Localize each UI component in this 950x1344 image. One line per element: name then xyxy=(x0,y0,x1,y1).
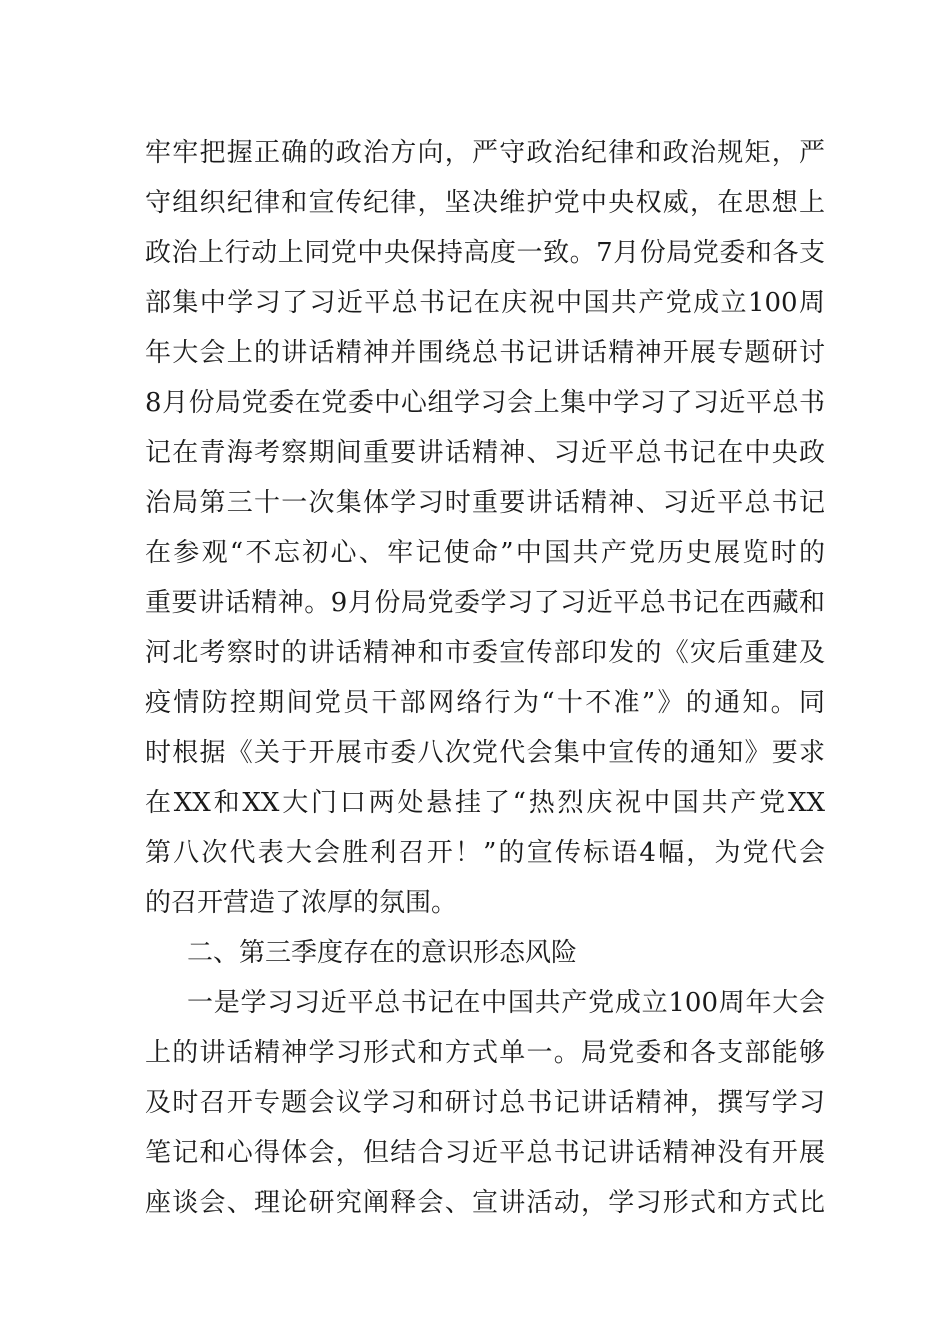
paragraph-line: 8月份局党委在党委中心组学习会上集中学习了习近平总书 xyxy=(145,388,825,418)
paragraph-line: 及时召开专题会议学习和研讨总书记讲话精神，撰写学习 xyxy=(145,1088,825,1118)
paragraph-line: 疫情防控期间党员干部网络行为“十不准”》的通知。同 xyxy=(145,688,825,718)
paragraph-line: 部集中学习了习近平总书记在庆祝中国共产党成立100周 xyxy=(145,288,825,318)
paragraph-line: 河北考察时的讲话精神和市委宣传部印发的《灾后重建及 xyxy=(145,638,825,668)
paragraph-line: 牢牢把握正确的政治方向，严守政治纪律和政治规矩，严 xyxy=(145,138,825,168)
paragraph-line: 的召开营造了浓厚的氛围。 xyxy=(145,888,458,918)
paragraph-line: 在参观“不忘初心、牢记使命”中国共产党历史展览时的 xyxy=(145,538,825,568)
paragraph-line: 座谈会、理论研究阐释会、宣讲活动，学习形式和方式比 xyxy=(145,1188,825,1218)
section-heading: 二、第三季度存在的意识形态风险 xyxy=(187,938,578,968)
paragraph-line: 记在青海考察期间重要讲话精神、习近平总书记在中央政 xyxy=(145,438,825,468)
paragraph-line: 时根据《关于开展市委八次党代会集中宣传的通知》要求 xyxy=(145,738,825,768)
paragraph-line: 一是学习习近平总书记在中国共产党成立100周年大会 xyxy=(187,988,825,1018)
paragraph-line: 第八次代表大会胜利召开！”的宣传标语4幅，为党代会 xyxy=(145,838,825,868)
paragraph-line: 政治上行动上同党中央保持高度一致。7月份局党委和各支 xyxy=(145,238,825,268)
paragraph-line: 年大会上的讲话精神并围绕总书记讲话精神开展专题研讨 xyxy=(145,338,825,368)
paragraph-line: 重要讲话精神。9月份局党委学习了习近平总书记在西藏和 xyxy=(145,588,825,618)
paragraph-line: 笔记和心得体会，但结合习近平总书记讲话精神没有开展 xyxy=(145,1138,825,1168)
paragraph-line: 在XX和XX大门口两处悬挂了“热烈庆祝中国共产党XX xyxy=(145,788,825,818)
paragraph-line: 上的讲话精神学习形式和方式单一。局党委和各支部能够 xyxy=(145,1038,825,1068)
paragraph-line: 治局第三十一次集体学习时重要讲话精神、习近平总书记 xyxy=(145,488,825,518)
paragraph-line: 守组织纪律和宣传纪律，坚决维护党中央权威，在思想上 xyxy=(145,188,825,218)
